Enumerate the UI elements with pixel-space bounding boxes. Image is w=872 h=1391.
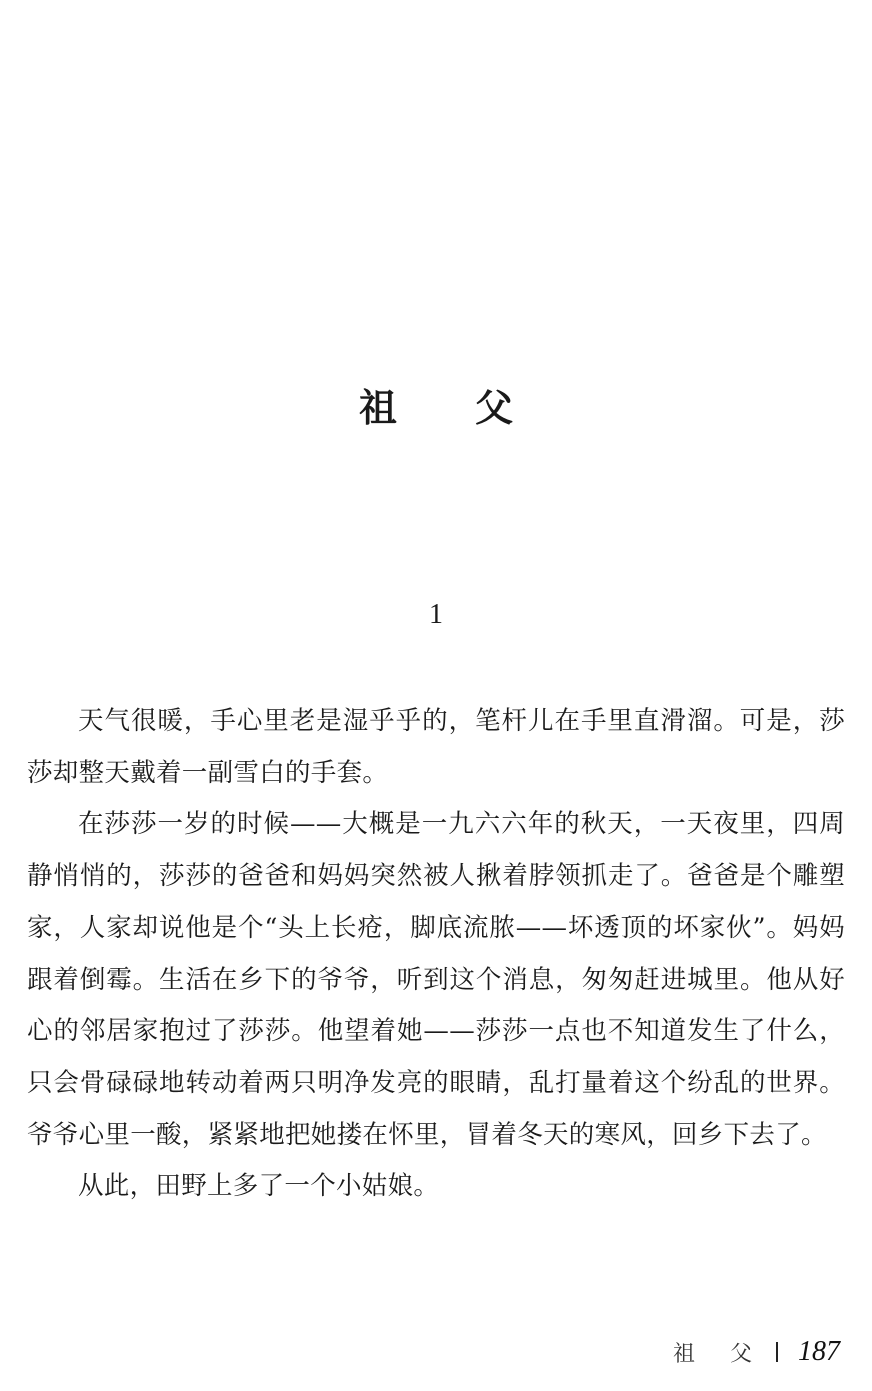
chapter-title-char-1: 祖 <box>358 386 397 430</box>
section-number: 1 <box>429 599 443 630</box>
body-text <box>27 696 845 1213</box>
paragraph: 天气很暖，手心里老是湿乎乎的，笔杆儿在手里直滑溜。可是，莎莎却整天戴着一副雪白的手套。 <box>27 706 845 788</box>
chapter-title <box>0 383 872 433</box>
page-footer <box>673 1332 840 1372</box>
footer-separator <box>776 1342 778 1362</box>
chapter-title-char-2: 父 <box>475 386 514 430</box>
paragraph: 在莎莎一岁的时候——大概是一九六六年的秋天，一天夜里，四周静悄悄的，莎莎的爸爸和妈妈突然被人揪着脖领抓走了。爸爸是个雕塑家，人家却说他是个“头上长疮，脚底流脓——坏透顶的坏家伙”。妈妈跟着倒霉。生活在乡下的爷爷，听到这个消息，匆匆赶进城里。他从好心的邻居家抱过了莎莎。他望着她——莎莎一点也不知道发生了什么，只会骨碌碌地转动着两只明净发亮的眼睛，乱打量着这个纷乱的世界。爷爷心里一酸，紧紧地把她搂在怀里，冒着冬天的寒风，回乡下去了。 <box>27 809 845 1150</box>
paragraph: 从此，田野上多了一个小姑娘。 <box>78 1171 440 1202</box>
page-number: 187 <box>798 1336 840 1367</box>
running-title: 祖 父 <box>673 1341 766 1367</box>
